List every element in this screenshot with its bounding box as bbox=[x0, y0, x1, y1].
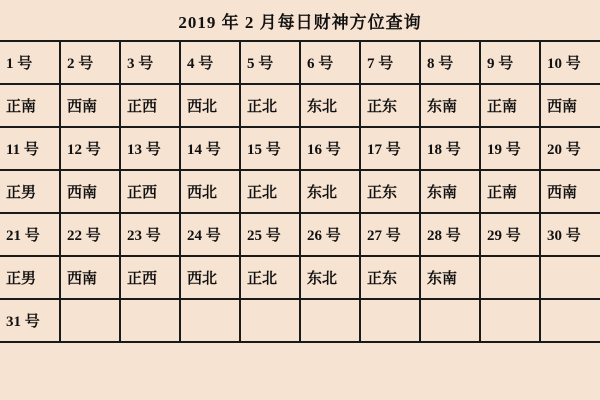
table-row bbox=[0, 299, 600, 342]
direction-cell: 正西 bbox=[120, 170, 180, 213]
table-row bbox=[0, 213, 600, 256]
direction-cell: 正东 bbox=[360, 84, 420, 127]
empty-cell bbox=[540, 299, 600, 342]
day-cell: 31 号 bbox=[0, 299, 60, 342]
empty-cell bbox=[360, 299, 420, 342]
direction-cell: 正西 bbox=[120, 256, 180, 299]
day-cell: 22 号 bbox=[60, 213, 120, 256]
direction-cell: 正南 bbox=[0, 84, 60, 127]
title-row bbox=[0, 0, 600, 42]
day-cell: 20 号 bbox=[540, 127, 600, 170]
day-cell: 13 号 bbox=[120, 127, 180, 170]
day-cell: 3 号 bbox=[120, 42, 180, 84]
day-cell: 11 号 bbox=[0, 127, 60, 170]
day-cell: 17 号 bbox=[360, 127, 420, 170]
direction-cell: 正北 bbox=[240, 256, 300, 299]
direction-cell: 西南 bbox=[540, 170, 600, 213]
day-cell: 12 号 bbox=[60, 127, 120, 170]
day-cell: 19 号 bbox=[480, 127, 540, 170]
day-cell: 26 号 bbox=[300, 213, 360, 256]
direction-cell: 西南 bbox=[60, 256, 120, 299]
table-row bbox=[0, 127, 600, 170]
table-row bbox=[0, 256, 600, 299]
direction-cell: 正南 bbox=[480, 84, 540, 127]
empty-cell bbox=[180, 299, 240, 342]
fortune-direction-table bbox=[0, 42, 600, 343]
direction-cell: 正北 bbox=[240, 170, 300, 213]
day-cell: 16 号 bbox=[300, 127, 360, 170]
direction-cell: 西北 bbox=[180, 84, 240, 127]
table-row bbox=[0, 42, 600, 84]
day-cell: 28 号 bbox=[420, 213, 480, 256]
empty-cell bbox=[540, 256, 600, 299]
empty-cell bbox=[300, 299, 360, 342]
empty-cell bbox=[60, 299, 120, 342]
page-title: 2019 年 2 月每日财神方位查询 bbox=[178, 12, 422, 32]
direction-cell: 正男 bbox=[0, 170, 60, 213]
day-cell: 7 号 bbox=[360, 42, 420, 84]
day-cell: 24 号 bbox=[180, 213, 240, 256]
day-cell: 14 号 bbox=[180, 127, 240, 170]
direction-cell: 正男 bbox=[0, 256, 60, 299]
direction-cell: 东南 bbox=[420, 256, 480, 299]
day-cell: 21 号 bbox=[0, 213, 60, 256]
day-cell: 23 号 bbox=[120, 213, 180, 256]
direction-cell: 西南 bbox=[540, 84, 600, 127]
direction-cell: 正南 bbox=[480, 170, 540, 213]
day-cell: 1 号 bbox=[0, 42, 60, 84]
direction-cell: 西南 bbox=[60, 170, 120, 213]
empty-cell bbox=[420, 299, 480, 342]
empty-cell bbox=[120, 299, 180, 342]
direction-cell: 正东 bbox=[360, 256, 420, 299]
direction-cell: 正西 bbox=[120, 84, 180, 127]
day-cell: 4 号 bbox=[180, 42, 240, 84]
day-cell: 15 号 bbox=[240, 127, 300, 170]
direction-cell: 东北 bbox=[300, 170, 360, 213]
direction-cell: 东南 bbox=[420, 84, 480, 127]
day-cell: 8 号 bbox=[420, 42, 480, 84]
direction-cell: 正北 bbox=[240, 84, 300, 127]
day-cell: 2 号 bbox=[60, 42, 120, 84]
day-cell: 30 号 bbox=[540, 213, 600, 256]
direction-cell: 西北 bbox=[180, 170, 240, 213]
day-cell: 25 号 bbox=[240, 213, 300, 256]
table-row bbox=[0, 170, 600, 213]
empty-cell bbox=[480, 256, 540, 299]
empty-cell bbox=[480, 299, 540, 342]
direction-cell: 西南 bbox=[60, 84, 120, 127]
direction-cell: 西北 bbox=[180, 256, 240, 299]
day-cell: 29 号 bbox=[480, 213, 540, 256]
day-cell: 18 号 bbox=[420, 127, 480, 170]
table-row bbox=[0, 84, 600, 127]
day-cell: 9 号 bbox=[480, 42, 540, 84]
day-cell: 10 号 bbox=[540, 42, 600, 84]
direction-cell: 东北 bbox=[300, 84, 360, 127]
direction-cell: 正东 bbox=[360, 170, 420, 213]
empty-cell bbox=[240, 299, 300, 342]
day-cell: 27 号 bbox=[360, 213, 420, 256]
direction-cell: 东南 bbox=[420, 170, 480, 213]
direction-cell: 东北 bbox=[300, 256, 360, 299]
day-cell: 6 号 bbox=[300, 42, 360, 84]
day-cell: 5 号 bbox=[240, 42, 300, 84]
